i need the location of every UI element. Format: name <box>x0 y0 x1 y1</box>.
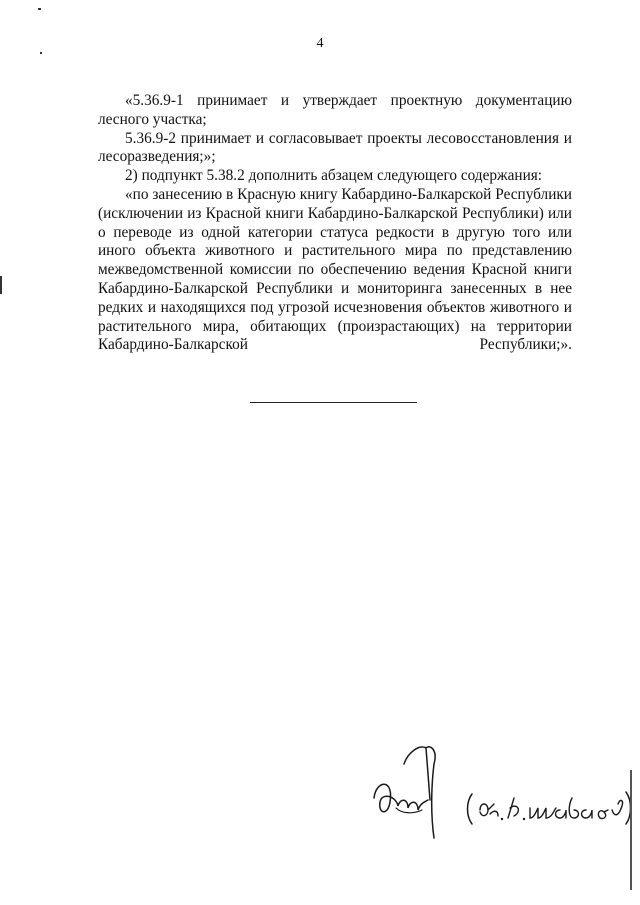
scan-edge-mark <box>0 276 2 294</box>
paragraph-quoted-addition: «по занесению в Красную книгу Кабардино-Балкарской Республики (исключении из Красной книги Кабардино-Балкарской Республики) или о переводе из одной категории статуса редкости в другую того или иного объекта животного и растительного мира по представлению межведомственной комиссии по обеспечению ведения Красной книги Кабардино-Балкарской Республики и мониторинга занесенных в нее редких и находящихся под угрозой исчезновения объектов животного и растительного мира, обитающих (произрастающих) на территории Кабардино-Балкарской Республики;». <box>98 185 572 354</box>
paragraph-5-36-9-1: «5.36.9-1 принимает и утверждает проектную документацию лесного участка; <box>98 92 572 128</box>
handwritten-signature <box>368 740 636 850</box>
separator-line <box>250 402 417 403</box>
scan-edge-mark <box>630 770 632 890</box>
scan-speck <box>38 8 41 10</box>
signature-drawing <box>368 740 636 850</box>
document-body <box>98 92 572 355</box>
paragraph-5-36-9-2: 5.36.9-2 принимает и согласовывает проекты лесовосстановления и лесоразведения;»; <box>98 129 572 166</box>
page-number: 4 <box>316 36 324 51</box>
paragraph-subpoint-2: 2) подпункт 5.38.2 дополнить абзацем следующего содержания: <box>125 167 543 185</box>
scan-speck <box>40 52 42 54</box>
